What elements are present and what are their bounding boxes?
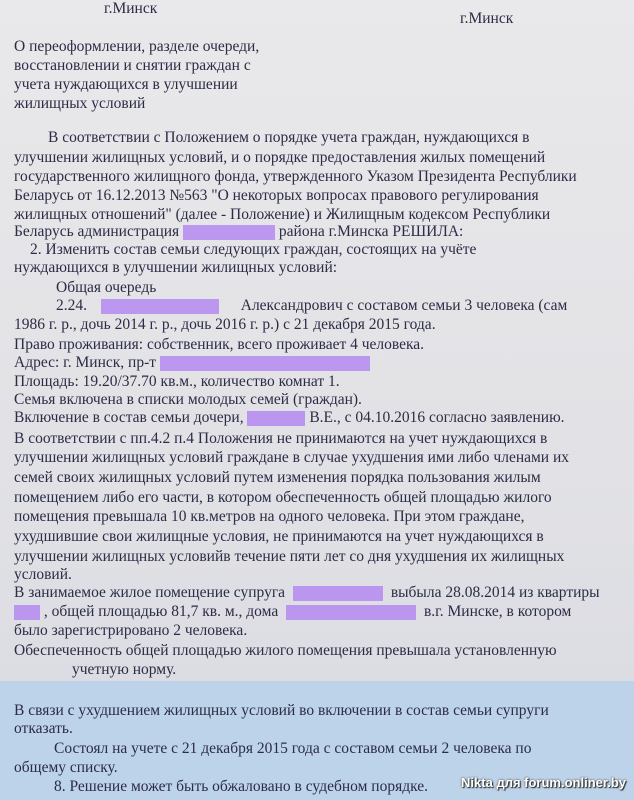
clause-line: В соответствии с пп.4.2 п.4 Положения не принимаются на учет нуждающихся в	[14, 430, 548, 447]
entry-text: Александрович с составом семьи 3 человека (сам	[240, 297, 568, 314]
redaction-house	[286, 605, 416, 620]
refusal-line: отказать.	[14, 720, 73, 737]
redaction-address	[160, 356, 370, 371]
residence-line: Право проживания: собственник, всего проживает 4 человека.	[14, 336, 425, 353]
clause-line: помещением либо его части, в котором обеспеченность общей площадью жилого	[14, 489, 552, 506]
queue-label: Общая очередь	[56, 279, 157, 296]
provision-line: учетную норму.	[72, 661, 177, 678]
subject-line: восстановлении и снятии граждан с	[14, 57, 251, 74]
registered-since-line: Состоял на учете с 21 декабря 2015 года с составом семьи 2 человека по	[54, 740, 532, 757]
entry-number: 2.24.	[56, 297, 87, 314]
preamble-line: улучшении жилищных условий, и о порядке предоставления жилых помещений	[14, 149, 546, 166]
inclusion-start: Включение в состав семьи дочери,	[14, 409, 244, 426]
admin-line-end: района г.Минска РЕШИЛА:	[278, 223, 464, 240]
inclusion-line	[14, 409, 565, 427]
refusal-line: В связи с ухудшением жилищных условий во включении в состав семьи супруги	[14, 702, 549, 719]
redaction-apartment	[14, 605, 40, 620]
spouse-moved: выбыла 28.08.2014 из квартиры	[390, 584, 600, 601]
registered-line: было зарегистрировано 2 человека.	[14, 622, 248, 639]
forum-watermark: Nikta для forum.onliner.by	[461, 775, 626, 790]
city-left: г.Минск	[104, 0, 158, 17]
spouse-city: в.г. Минске, в котором	[423, 603, 572, 620]
entry-line: 1986 г. р., дочь 2014 г. р., дочь 2016 г. р.) с 21 декабря 2015 года.	[14, 316, 436, 333]
preamble-line: государственного жилищного фонда, утвержденного Указом Президента Республики	[14, 168, 577, 185]
clause-line: помещения превышала 10 кв.метров на одного человека. При этом граждане,	[14, 508, 525, 525]
admin-line	[14, 223, 463, 241]
clause-line: семей своих жилищных условий путем изменения порядка пользования жилым	[14, 469, 541, 486]
appeal-line: 8. Решение может быть обжаловано в судебном порядке.	[54, 778, 428, 795]
registered-since-line: общему списку.	[14, 759, 118, 776]
family-list-line: Семья включена в списки молодых семей (граждан).	[14, 391, 362, 408]
clause-line: улучшении жилищных условийв течение пяти лет со дня ухудшения их жилищных	[14, 548, 565, 565]
clause-line: ухудшившие свои жилищные условия, не принимаются на учет нуждающихся в	[14, 528, 544, 545]
redaction-spouse	[293, 586, 383, 601]
subject-line: О переоформлении, разделе очереди,	[14, 38, 260, 55]
redaction-district	[183, 225, 275, 240]
preamble-line: жилищных отношений" (далее - Положение) и Жилищным кодексом Республики	[14, 206, 551, 223]
redaction-daughter	[247, 411, 305, 426]
area-line: Площадь: 19.20/37.70 кв.м., количество комнат 1.	[14, 373, 340, 390]
preamble-line: В соответствии с Положением о порядке учета граждан, нуждающихся в	[48, 129, 530, 146]
provision-line: Обеспеченность общей площадью жилого помещения превышала установленную	[14, 642, 557, 659]
address-label: Адрес: г. Минск, пр-т	[14, 354, 157, 371]
spouse-area: , общей площадью 81,7 кв. м., дома	[43, 603, 279, 620]
entry-line	[56, 297, 567, 315]
subject-line: учета нуждающихся в улучшении	[14, 76, 238, 93]
redaction-surname	[101, 299, 219, 314]
subject-line: жилищных условий	[14, 95, 146, 112]
spouse-line	[14, 603, 571, 621]
clause-end: условий.	[14, 566, 72, 583]
admin-line-start: Беларусь администрация	[14, 223, 180, 240]
inclusion-end: В.Е., с 04.10.2016 согласно заявлению.	[309, 409, 565, 426]
item2-line: 2. Изменить состав семьи следующих граждан, состоящих на учёте	[30, 241, 477, 258]
item2-line: нуждающихся в улучшении жилищных условий:	[14, 259, 338, 276]
spouse-start: В занимаемое жилое помещение супруга	[14, 584, 286, 601]
address-line	[14, 354, 370, 372]
clause-line: улучшении жилищных условий граждане в случае ухудшения ими либо членами их	[14, 449, 570, 466]
spouse-line	[14, 584, 600, 602]
preamble-line: Беларусь от 16.12.2013 №563 "О некоторых вопросах правового регулирования	[14, 187, 539, 204]
city-right: г.Минск	[460, 10, 514, 27]
